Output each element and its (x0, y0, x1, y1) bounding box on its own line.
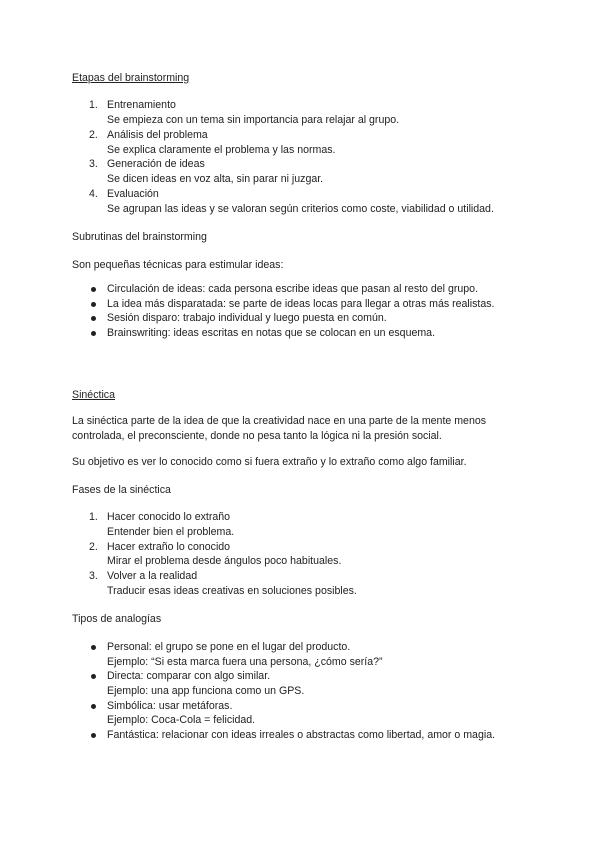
phase-description: Mirar el problema desde ángulos poco habituales. (107, 555, 342, 567)
brainstorming-heading: Etapas del brainstorming (72, 72, 190, 84)
analogy-example: Ejemplo: una app funciona como un GPS. (107, 685, 305, 697)
phase-number: 3. (89, 570, 98, 582)
phase-description: Traducir esas ideas creativas en soluciones posibles. (107, 585, 357, 597)
stage-title: Entrenamiento (107, 99, 176, 111)
subroutines-intro: Son pequeñas técnicas para estimular ideas: (72, 259, 284, 271)
stage-title: Evaluación (107, 188, 159, 200)
stage-description: Se agrupan las ideas y se valoran según criterios como coste, viabilidad o utilidad. (107, 203, 494, 215)
analogy-item: Directa: comparar con algo similar. (107, 670, 271, 682)
phase-number: 2. (89, 541, 98, 553)
list-item: Brainswriting: ideas escritas en notas que se colocan en un esquema. (107, 327, 436, 339)
list-item: Circulación de ideas: cada persona escribe ideas que pasan al resto del grupo. (107, 283, 479, 295)
stage-title: Generación de ideas (107, 158, 205, 170)
bullet-icon (91, 287, 96, 292)
analogies-heading: Tipos de analogías (72, 613, 162, 625)
phase-description: Entender bien el problema. (107, 526, 235, 538)
bullet-icon (91, 733, 96, 738)
stage-number: 4. (89, 188, 98, 200)
analogy-item: Simbólica: usar metáforas. (107, 700, 233, 712)
stage-title: Análisis del problema (107, 129, 208, 141)
phase-title: Hacer extraño lo conocido (107, 541, 231, 553)
analogy-item: Personal: el grupo se pone en el lugar del producto. (107, 641, 351, 653)
stage-description: Se explica claramente el problema y las normas. (107, 144, 336, 156)
analogy-item: Fantástica: relacionar con ideas irreales o abstractas como libertad, amor o magia. (107, 729, 496, 741)
stage-description: Se dicen ideas en voz alta, sin parar ni juzgar. (107, 173, 324, 185)
bullet-icon (91, 674, 96, 679)
stage-number: 1. (89, 99, 98, 111)
stage-description: Se empieza con un tema sin importancia para relajar al grupo. (107, 114, 400, 126)
analogy-example: Ejemplo: Coca-Cola = felicidad. (107, 714, 256, 726)
phase-title: Volver a la realidad (107, 570, 198, 582)
sinectica-heading: Sinéctica (72, 389, 115, 401)
sinectica-paragraph-line: La sinéctica parte de la idea de que la creatividad nace en una parte de la mente menos (72, 415, 487, 427)
phases-heading: Fases de la sinéctica (72, 484, 171, 496)
stage-number: 2. (89, 129, 98, 141)
bullet-icon (91, 645, 96, 650)
phase-title: Hacer conocido lo extraño (107, 511, 231, 523)
bullet-icon (91, 331, 96, 336)
stage-number: 3. (89, 158, 98, 170)
analogy-example: Ejemplo: “Si esta marca fuera una persona, ¿cómo sería?” (107, 656, 383, 668)
bullet-icon (91, 316, 96, 321)
bullet-icon (91, 302, 96, 307)
phase-number: 1. (89, 511, 98, 523)
list-item: La idea más disparatada: se parte de ideas locas para llegar a otras más realistas. (107, 298, 495, 310)
bullet-icon (91, 704, 96, 709)
subroutines-heading: Subrutinas del brainstorming (72, 231, 207, 243)
sinectica-objective: Su objetivo es ver lo conocido como si fuera extraño y lo extraño como algo familiar. (72, 456, 467, 468)
sinectica-paragraph-line: controlada, el preconsciente, donde no pesa tanto la lógica ni la presión social. (72, 430, 442, 442)
list-item: Sesión disparo: trabajo individual y luego puesta en común. (107, 312, 387, 324)
